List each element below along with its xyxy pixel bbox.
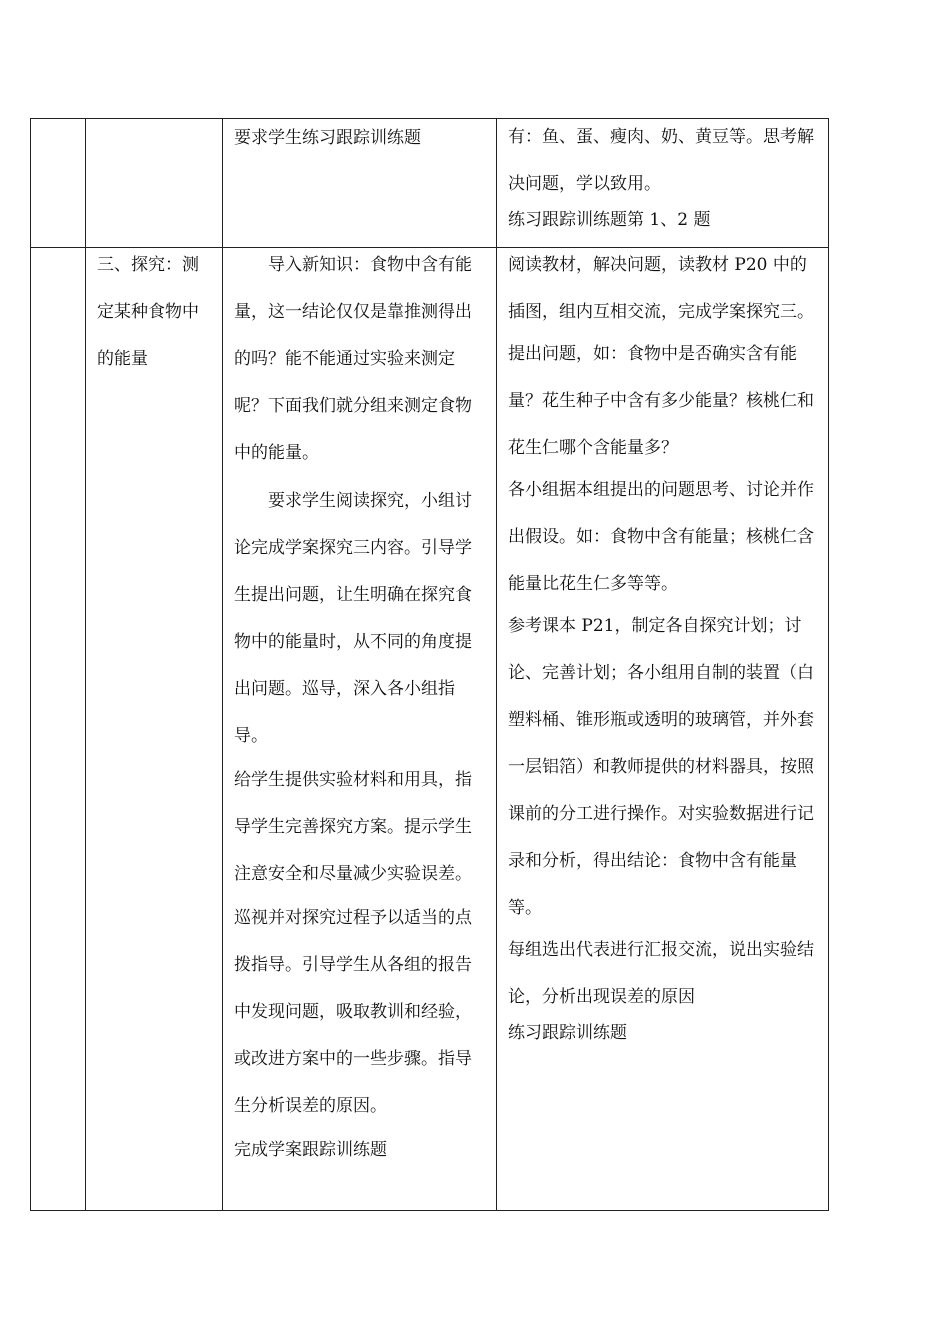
student-text: 练习跟踪训练题 — [508, 1023, 627, 1043]
step-cell — [86, 119, 223, 248]
teacher-text: 巡视并对探究过程予以适当的点拨指导。引导学生从各组的报告中发现问题，吸取教训和经验，或改进方案中的一些步骤。指导生分析误差的原因。 — [234, 908, 472, 1116]
step-title: 三、探究：测定某种食物中的能量 — [97, 255, 199, 369]
student-text: 阅读教材，解决问题，读教材 P20 中的插图，组内互相交流，完成学案探究三。 — [508, 255, 814, 322]
blank-cell — [31, 248, 86, 1211]
student-text: 提出问题，如：食物中是否确实含有能量？花生种子中含有多少能量？核桃仁和花生仁哪个含能量多？ — [508, 344, 814, 458]
student-text: 各小组据本组提出的问题思考、讨论并作出假设。如：食物中含有能量；核桃仁含能量比花生仁多等等。 — [508, 480, 814, 594]
teacher-text: 给学生提供实验材料和用具，指导学生完善探究方案。提示学生注意安全和尽量减少实验误差。 — [234, 770, 472, 884]
blank-cell — [31, 119, 86, 248]
lesson-plan-table — [30, 118, 829, 1211]
teacher-activity-cell — [223, 119, 497, 248]
student-text: 每组选出代表进行汇报交流，说出实验结论，分析出现误差的原因 — [508, 940, 814, 1007]
teacher-text: 要求学生练习跟踪训练题 — [234, 128, 421, 148]
student-text: 练习跟踪训练题第 1、2 题 — [508, 210, 711, 230]
student-activity-cell — [497, 248, 829, 1211]
teacher-text: 要求学生阅读探究，小组讨论完成学案探究三内容。引导学生提出问题，让生明确在探究食物中的能量时，从不同的角度提出问题。巡导，深入各小组指导。 — [234, 491, 472, 746]
table-row — [31, 248, 829, 1211]
step-cell — [86, 248, 223, 1211]
teacher-text: 完成学案跟踪训练题 — [234, 1140, 387, 1160]
student-activity-cell — [497, 119, 829, 248]
student-text: 有：鱼、蛋、瘦肉、奶、黄豆等。思考解决问题，学以致用。 — [508, 127, 814, 194]
teacher-text: 导入新知识：食物中含有能量，这一结论仅仅是靠推测得出的吗？能不能通过实验来测定呢？下面我们就分组来测定食物中的能量。 — [234, 255, 472, 463]
table-row — [31, 119, 829, 248]
student-text: 参考课本 P21，制定各自探究计划；讨论、完善计划；各小组用自制的装置（白塑料桶、锥形瓶或透明的玻璃管，并外套一层铝箔）和教师提供的材料器具，按照课前的分工进行操作。对实验数据进行记录和分析，得出结论：食物中含有能量等。 — [508, 616, 814, 918]
teacher-activity-cell — [223, 248, 497, 1211]
